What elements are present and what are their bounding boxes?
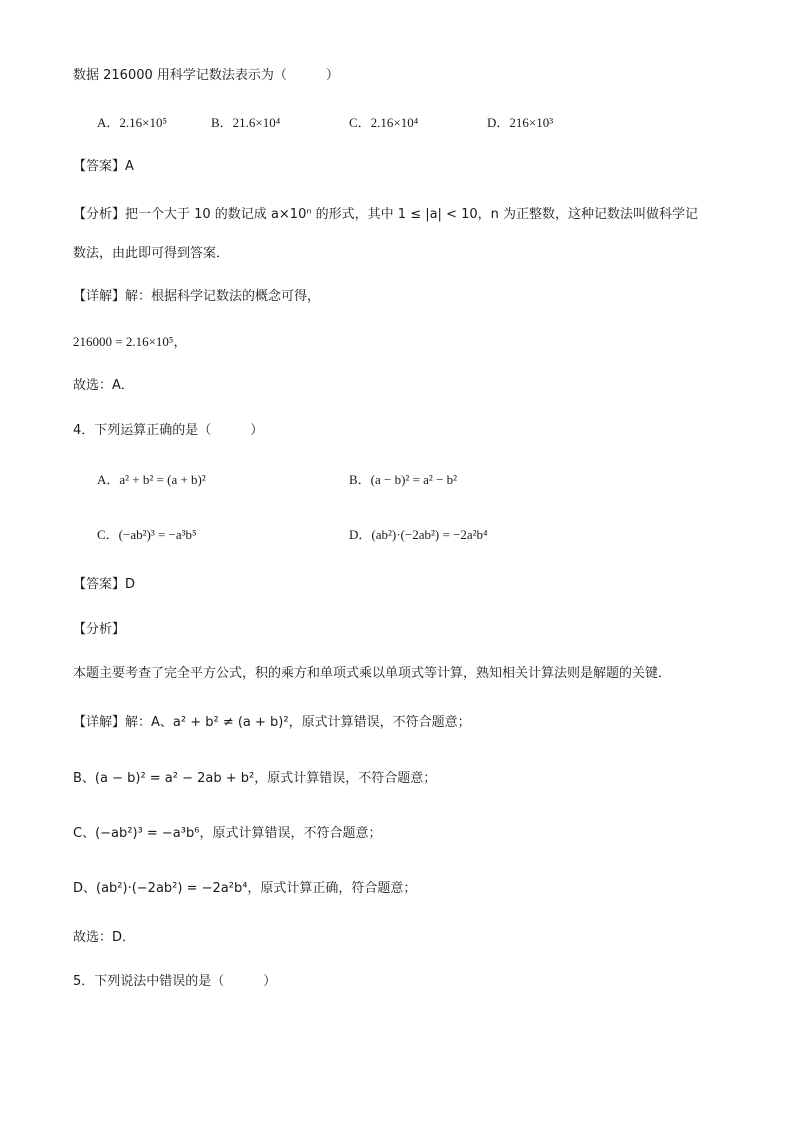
q3-option-a: A．2.16×10⁵ bbox=[97, 115, 168, 130]
q3-analysis-line1: 【分析】把一个大于 10 的数记成 a×10ⁿ 的形式，其中 1 ≤ |a| < 10，n 为正整数，这种记数法叫做科学记 bbox=[73, 207, 699, 222]
q3-answer: 【答案】A bbox=[73, 159, 134, 174]
q4-option-b: B．(a − b)² = a² − b² bbox=[349, 472, 458, 487]
q4-detail-a: 【详解】解：A、a² + b² ≠ (a + b)²，原式计算错误，不符合题意； bbox=[73, 715, 471, 730]
q4-stem: 4．下列运算正确的是（ ） bbox=[73, 423, 264, 438]
q3-option-d: D．216×10³ bbox=[487, 115, 554, 130]
q4-option-d: D．(ab²)·(−2ab²) = −2a²b⁴ bbox=[349, 527, 488, 542]
q3-conclusion: 故选：A． bbox=[73, 378, 134, 393]
q4-option-c: C．(−ab²)³ = −a³b⁵ bbox=[97, 527, 197, 542]
q4-detail-d: D、(ab²)·(−2ab²) = −2a²b⁴，原式计算正确，符合题意； bbox=[73, 881, 417, 896]
q3-option-c: C．2.16×10⁴ bbox=[349, 115, 419, 130]
q4-detail-c: C、(−ab²)³ = −a³b⁶，原式计算错误，不符合题意； bbox=[73, 826, 382, 841]
q4-analysis-title: 【分析】 bbox=[73, 622, 126, 637]
q4-answer: 【答案】D bbox=[73, 577, 136, 592]
q4-option-a: A．a² + b² = (a + b)² bbox=[97, 472, 206, 487]
q3-option-b: B．21.6×10⁴ bbox=[211, 115, 281, 130]
q4-detail-b: B、(a − b)² = a² − 2ab + b²，原式计算错误，不符合题意； bbox=[73, 771, 437, 786]
q3-detail-intro: 【详解】解：根据科学记数法的概念可得， bbox=[73, 289, 321, 304]
q3-stem: 数据 216000 用科学记数法表示为（ ） bbox=[73, 68, 339, 83]
q5-stem: 5．下列说法中错误的是（ ） bbox=[73, 974, 277, 989]
q3-detail-equation: 216000 = 2.16×10⁵， bbox=[73, 334, 187, 349]
q4-conclusion: 故选：D． bbox=[73, 930, 136, 945]
q4-analysis-text: 本题主要考查了完全平方公式，积的乘方和单项式乘以单项式等计算，熟知相关计算法则是解题的关键． bbox=[73, 666, 672, 681]
q3-analysis-line2: 数法，由此即可得到答案． bbox=[73, 246, 230, 261]
